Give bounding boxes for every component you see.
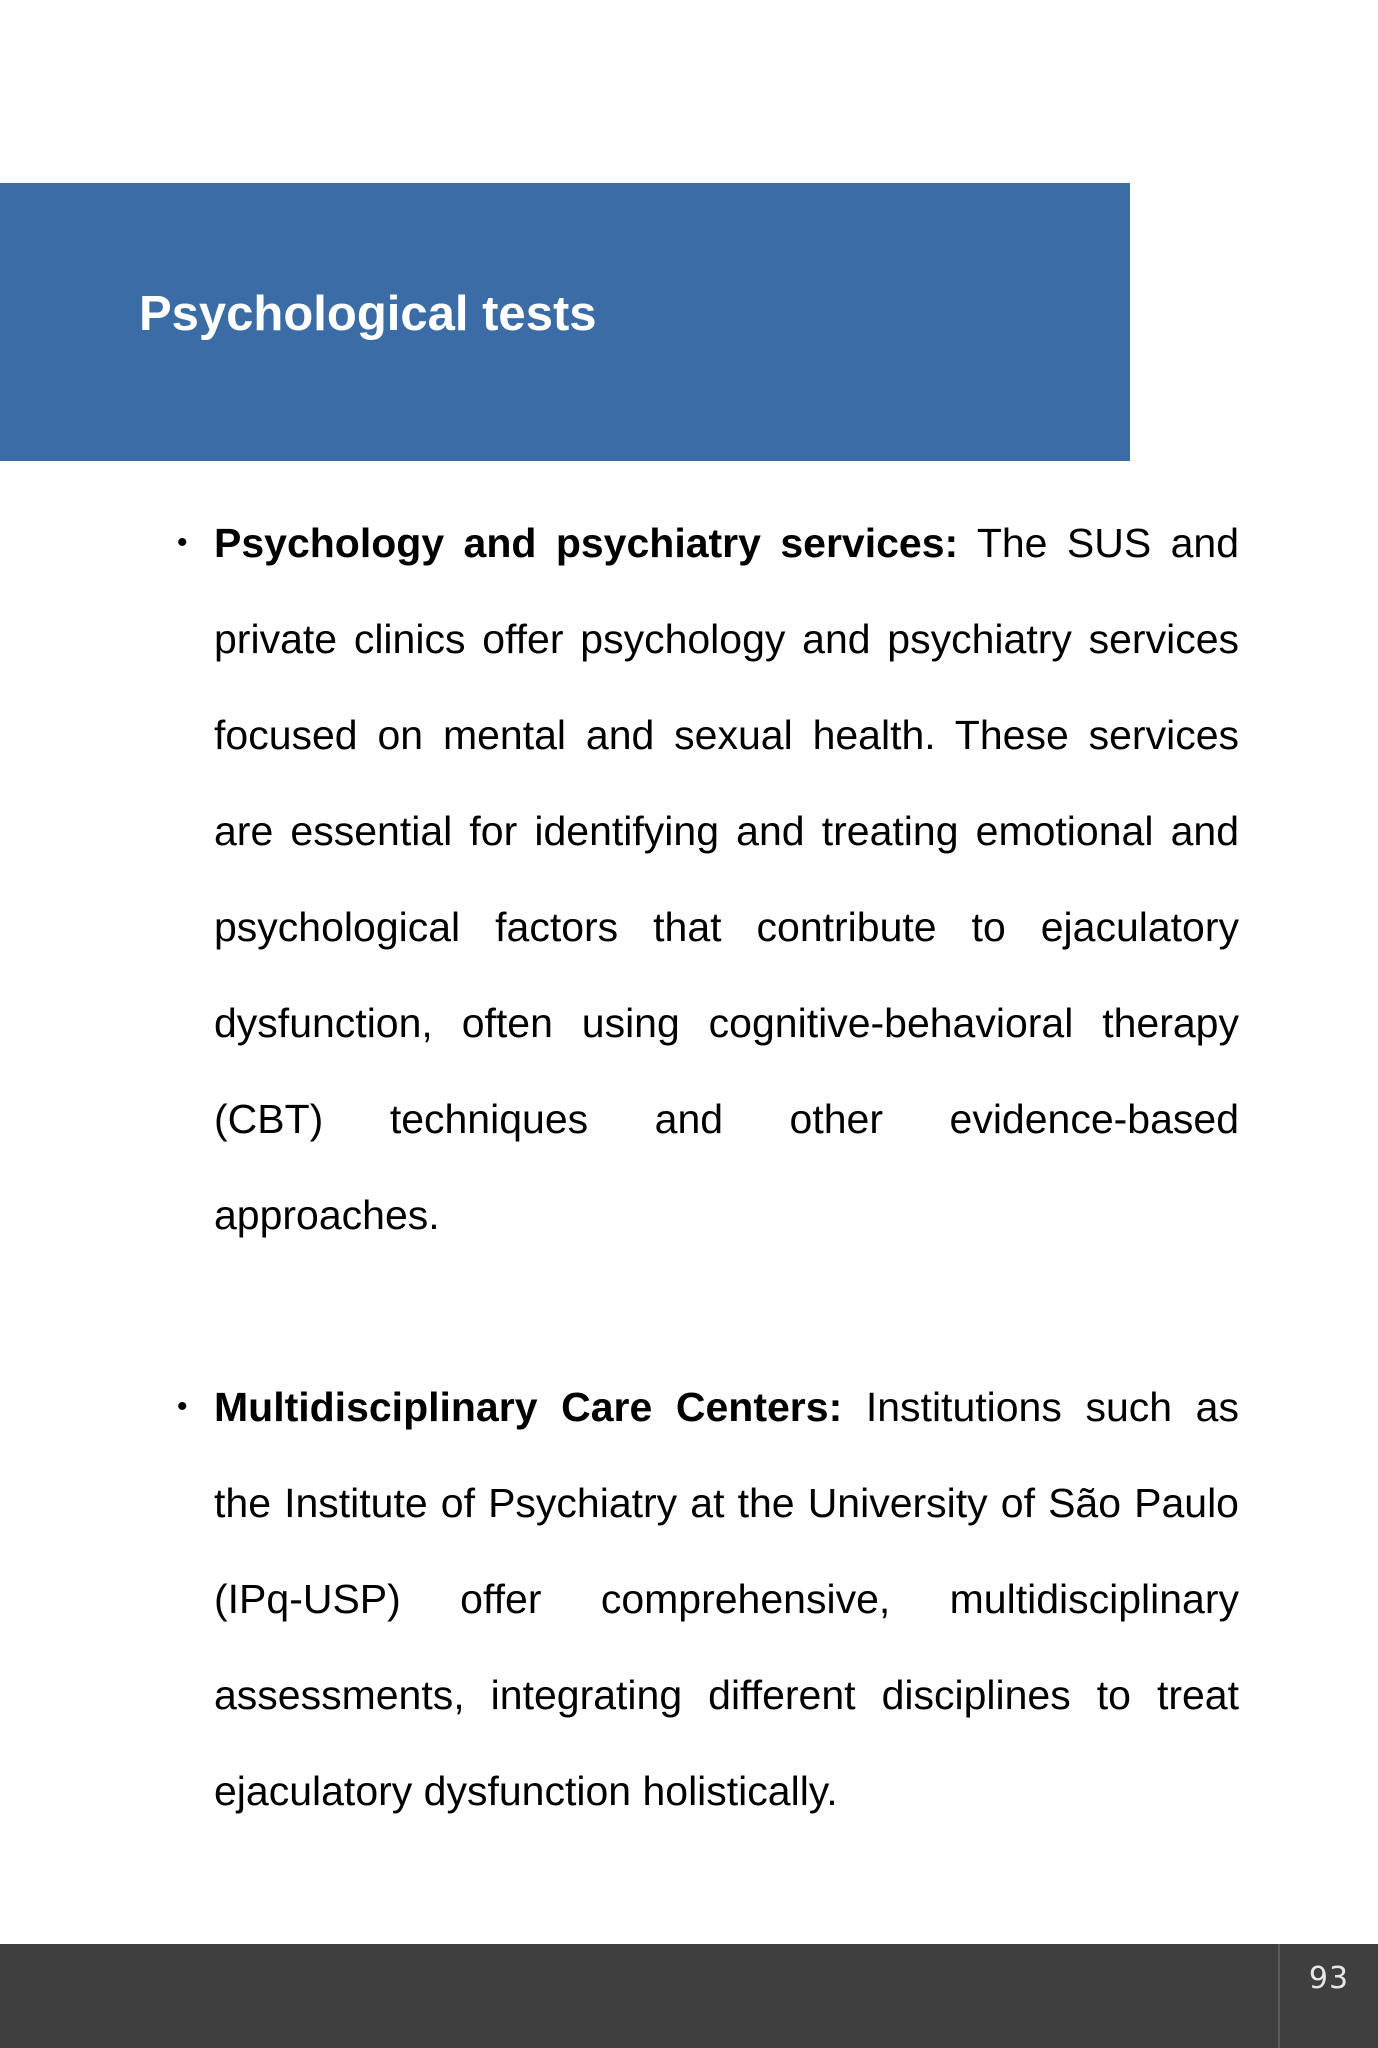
bullet-text: Institutions such as the Institute of Psychiatry at the University of São Paulo (IPq-USP) offer comprehensive, multidisciplinary assessments, integrating different disciplines to treat ejaculatory dysfunction holistically. [214, 1384, 1239, 1814]
bullet-list [177, 495, 1239, 1839]
bullet-icon: • [177, 526, 188, 559]
list-item [177, 1359, 1239, 1839]
list-item [177, 495, 1239, 1263]
page-number: 93 [1308, 1961, 1350, 1996]
bullet-term: Multidisciplinary Care Centers: [214, 1384, 843, 1430]
page-footer [0, 1944, 1378, 2048]
section-title: Psychological tests [139, 287, 597, 341]
bullet-term: Psychology and psychiatry services: [214, 520, 959, 566]
bullet-text: The SUS and private clinics offer psychology and psychiatry services focused on mental and sexual health. These services are essential for identifying and treating emotional and psychological factors that contribute to ejaculatory dysfunction, often using cognitive-behavioral therapy (CBT) techniques and other evidence-based approaches. [214, 520, 1239, 1238]
bullet-icon: • [177, 1390, 188, 1423]
